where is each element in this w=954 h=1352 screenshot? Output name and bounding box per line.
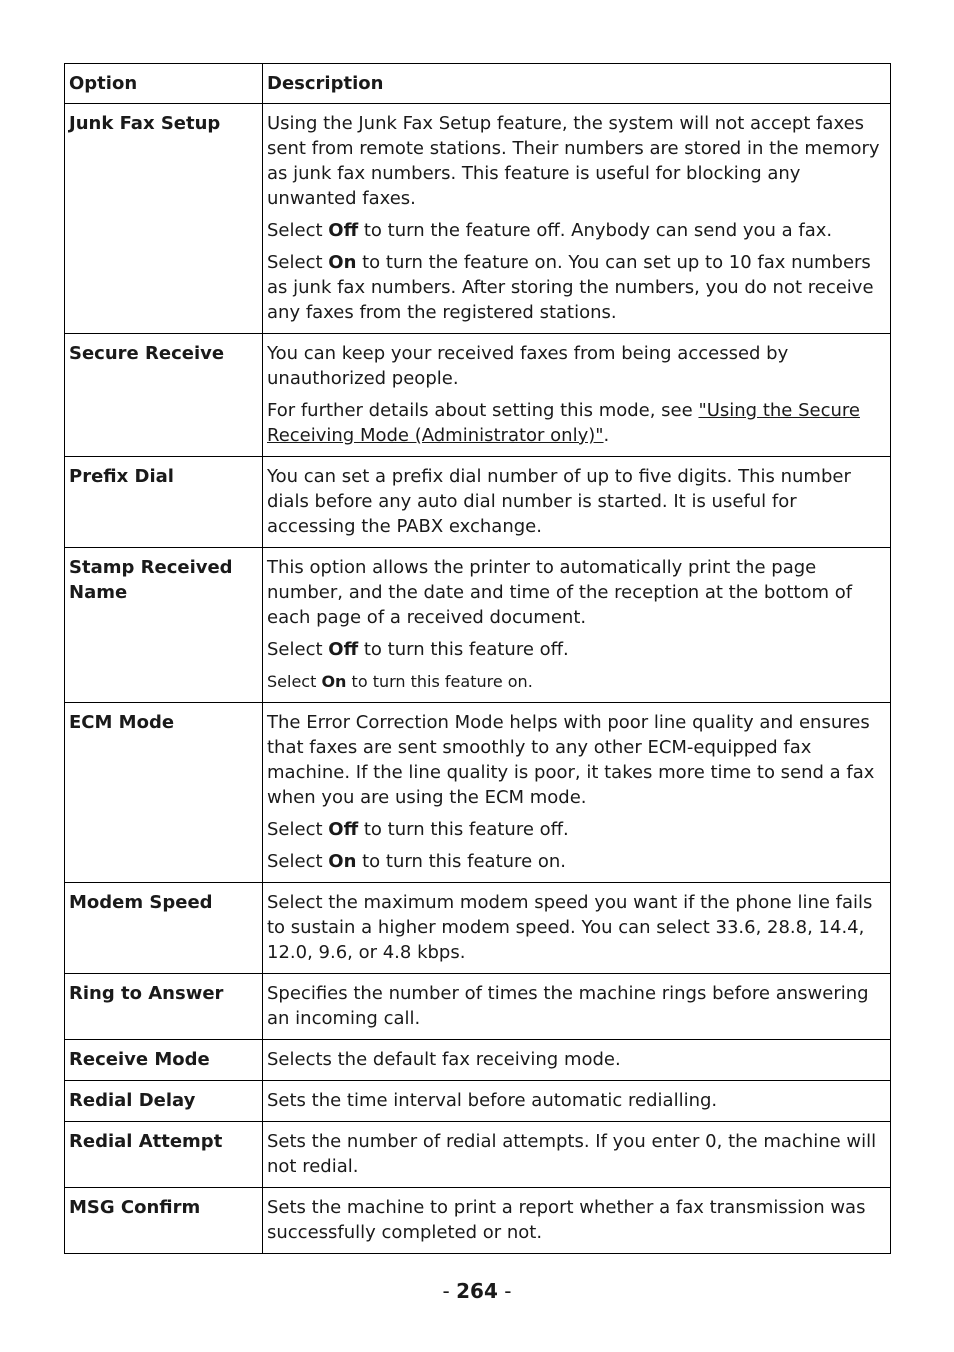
table-row	[65, 1081, 891, 1122]
table-header-row	[65, 64, 891, 104]
option-description	[263, 703, 891, 883]
description-paragraph: Select On to turn this feature on.	[267, 672, 533, 691]
description-paragraph: For further details about setting this mode, see "Using the Secure Receiving Mode (Administrator only)".	[267, 400, 860, 446]
table-row	[65, 703, 891, 883]
option-name: Stamp Received Name	[65, 548, 263, 703]
description-paragraph: You can keep your received faxes from being accessed by unauthorized people.	[267, 343, 789, 389]
table-row	[65, 1122, 891, 1188]
option-description	[263, 104, 891, 334]
option-description	[263, 334, 891, 457]
option-name: Modem Speed	[65, 883, 263, 974]
option-description	[263, 1188, 891, 1254]
description-paragraph: Select On to turn this feature on.	[267, 851, 567, 872]
option-description	[263, 883, 891, 974]
table-row	[65, 1040, 891, 1081]
option-description	[263, 1081, 891, 1122]
description-paragraph: The Error Correction Mode helps with poor line quality and ensures that faxes are sent smoothly to any other ECM-equipped fax machine. If the line quality is poor, it takes more time to send a fax when you are using the ECM mode.	[267, 712, 875, 808]
option-description	[263, 1040, 891, 1081]
option-description	[263, 548, 891, 703]
description-paragraph: Select the maximum modem speed you want if the phone line fails to sustain a higher modem speed. You can select 33.6, 28.8, 14.4, 12.0, 9.6, or 4.8 kbps.	[267, 892, 873, 963]
option-column-header: Option	[65, 64, 263, 104]
option-name: Redial Attempt	[65, 1122, 263, 1188]
description-paragraph: Selects the default fax receiving mode.	[267, 1049, 621, 1070]
description-paragraph: Specifies the number of times the machine rings before answering an incoming call.	[267, 983, 869, 1029]
description-paragraph: You can set a prefix dial number of up to five digits. This number dials before any auto dial number is started. It is useful for accessing the PABX exchange.	[267, 466, 851, 537]
option-name: Junk Fax Setup	[65, 104, 263, 334]
option-description	[263, 974, 891, 1040]
description-paragraph: Select Off to turn this feature off.	[267, 819, 569, 840]
table-row	[65, 334, 891, 457]
description-paragraph: Sets the number of redial attempts. If you enter 0, the machine will not redial.	[267, 1131, 877, 1177]
option-name: Receive Mode	[65, 1040, 263, 1081]
description-paragraph: Select On to turn the feature on. You can set up to 10 fax numbers as junk fax numbers. After storing the numbers, you do not receive any faxes from the registered stations.	[267, 252, 874, 323]
table-row	[65, 457, 891, 548]
table-row	[65, 1188, 891, 1254]
table-row	[65, 104, 891, 334]
table-row	[65, 974, 891, 1040]
option-name: Redial Delay	[65, 1081, 263, 1122]
option-name: ECM Mode	[65, 703, 263, 883]
secure-receiving-mode-link[interactable]: "Using the Secure Receiving Mode (Administrator only)"	[267, 400, 860, 446]
option-name: MSG Confirm	[65, 1188, 263, 1254]
description-paragraph: Sets the time interval before automatic redialling.	[267, 1090, 718, 1111]
table-row	[65, 548, 891, 703]
description-paragraph: This option allows the printer to automatically print the page number, and the date and time of the reception at the bottom of each page of a received document.	[267, 557, 853, 628]
page-number-value: 264	[456, 1279, 498, 1303]
description-paragraph: Using the Junk Fax Setup feature, the system will not accept faxes sent from remote stations. Their numbers are stored in the memory as junk fax numbers. This feature is useful for blocking any unwanted faxes.	[267, 113, 880, 209]
description-column-header: Description	[263, 64, 891, 104]
option-name: Ring to Answer	[65, 974, 263, 1040]
page-number: - 264 -	[442, 1279, 512, 1303]
table-row	[65, 883, 891, 974]
options-table	[64, 63, 891, 1254]
option-name: Secure Receive	[65, 334, 263, 457]
option-name: Prefix Dial	[65, 457, 263, 548]
description-paragraph: Select Off to turn this feature off.	[267, 639, 569, 660]
option-description	[263, 457, 891, 548]
description-paragraph: Sets the machine to print a report whether a fax transmission was successfully completed or not.	[267, 1197, 866, 1243]
description-paragraph: Select Off to turn the feature off. Anybody can send you a fax.	[267, 220, 833, 241]
option-description	[263, 1122, 891, 1188]
